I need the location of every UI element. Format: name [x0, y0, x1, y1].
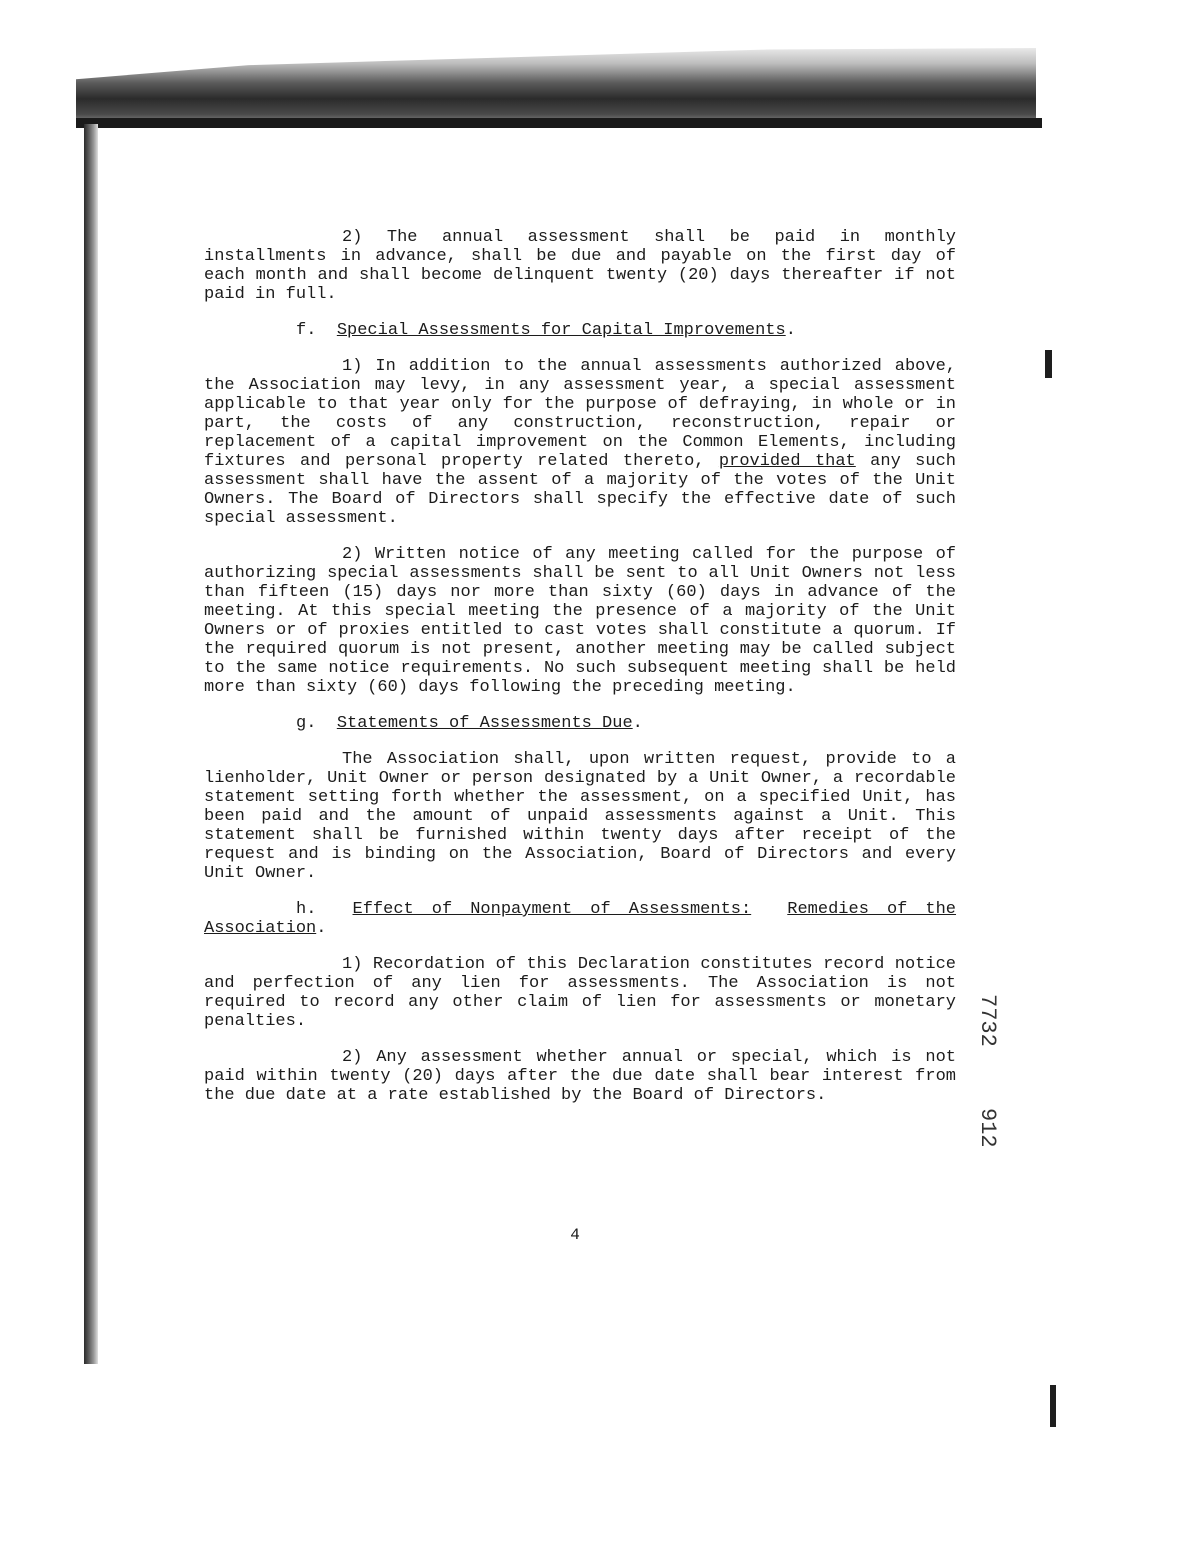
paragraph-f2: 2) Written notice of any meeting called for the purpose of authorizing special assessments shall be sent to all Unit Owners not less than fifteen (15) days nor more than sixty (60) days in advance of the meeting. At this special meeting the presence of a majority of the Unit Owners or of proxies entitled to cast votes shall constitute a quorum. If the required quorum is not present, another meeting may be called subject to the same notice requirements. No such subsequent meeting shall be held more than sixty (60) days following the preceding meeting.: [204, 545, 956, 697]
side-page-number: 912: [975, 1108, 1000, 1148]
side-book-number: 7732: [975, 994, 1000, 1047]
heading-f: f. Special Assessments for Capital Improvements.: [296, 321, 796, 340]
scan-mark: [1050, 1385, 1056, 1427]
scan-artifact-rule: [76, 118, 1042, 128]
scan-mark: [1045, 350, 1052, 378]
paragraph-e2: 2) The annual assessment shall be paid in monthly installments in advance, shall be due and payable on the first day of each month and shall become delinquent twenty (20) days thereafter if not paid in full.: [204, 228, 956, 304]
scan-artifact-left-edge: [84, 124, 98, 1364]
page-number: 4: [570, 1226, 580, 1244]
document-body: [204, 228, 956, 1122]
paragraph-h2: 2) Any assessment whether annual or special, which is not paid within twenty (20) days after the due date shall bear interest from the due date at a rate established by the Board of Directors.: [204, 1048, 956, 1105]
paragraph-h1: 1) Recordation of this Declaration constitutes record notice and perfection of any lien for assessments. The Association is not required to record any other claim of lien for assessments or monetary penalties.: [204, 955, 956, 1031]
paragraph-f1: 1) In addition to the annual assessments authorized above, the Association may levy, in any assessment year, a special assessment applicable to that year only for the purpose of defraying, in whole or in part, the costs of any construction, reconstruction, repair or replacement of a capital improvement on the Common Elements, including fixtures and personal property related thereto, provided that any such assessment shall have the assent of a majority of the votes of the Unit Owners. The Board of Directors shall specify the effective date of such special assessment.: [204, 357, 956, 528]
paragraph-g: The Association shall, upon written request, provide to a lienholder, Unit Owner or person designated by a Unit Owner, a recordable statement setting forth whether the assessment, on a specified Unit, has been paid and the amount of unpaid assessments against a Unit. This statement shall be furnished within twenty days after receipt of the request and is binding on the Association, Board of Directors and every Unit Owner.: [204, 750, 956, 883]
heading-g: g. Statements of Assessments Due.: [296, 714, 643, 733]
scan-artifact-top: [76, 48, 1036, 126]
heading-h: h. Effect of Nonpayment of Assessments: Remedies of the Association.: [204, 900, 957, 938]
